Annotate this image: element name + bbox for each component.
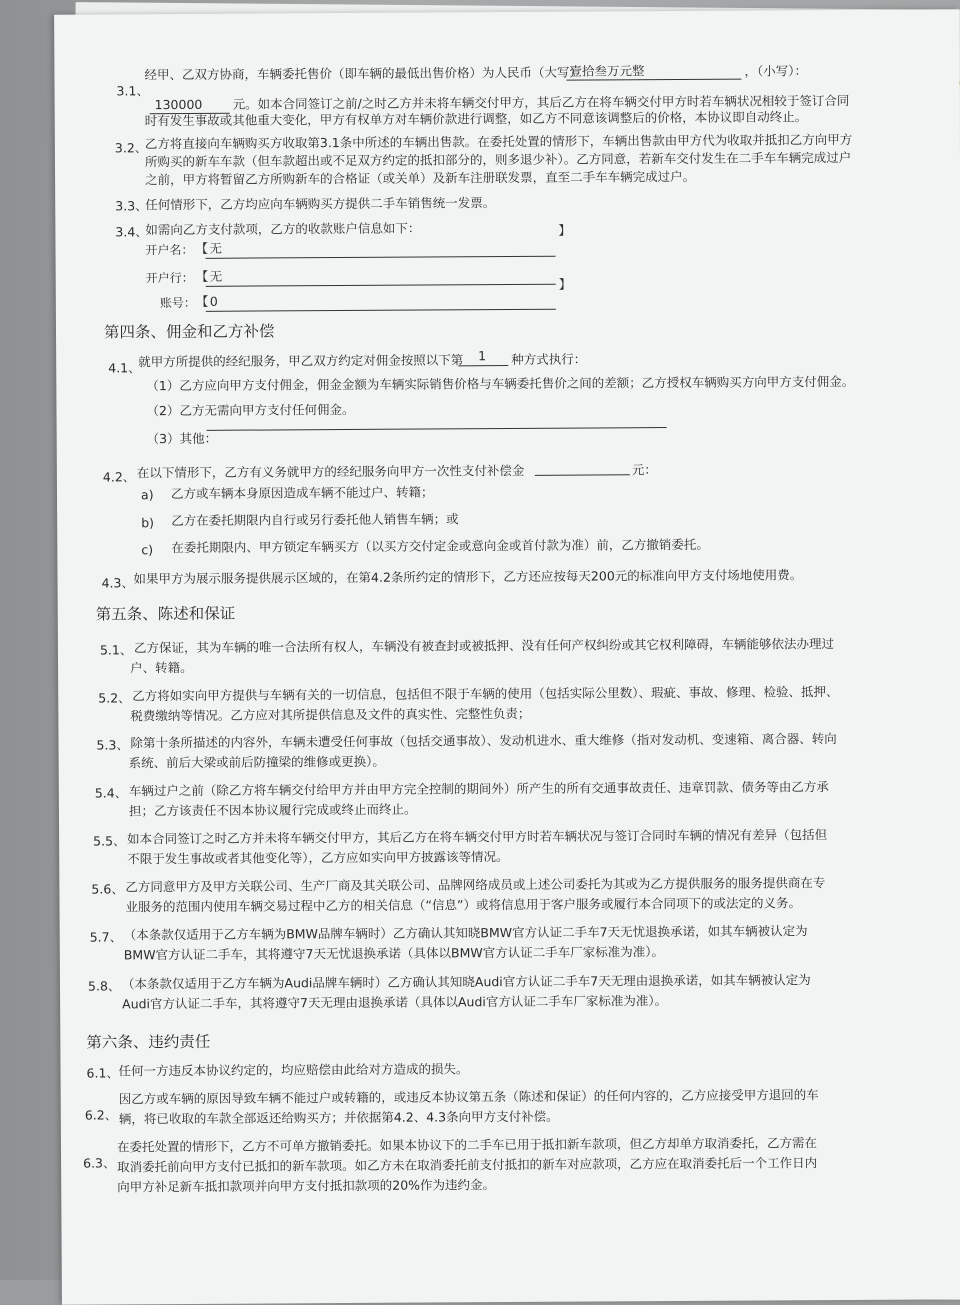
underline [566,79,741,81]
underline [458,365,508,366]
clause-text: 任何一方违反本协议约定的，均应赔偿由此给对方造成的损失。 [118,1061,469,1079]
clause-text: 如需向乙方支付款项，乙方的收款账户信息如下： [145,220,421,238]
clause-text: （本条款仅适用于乙方车辆为BMW品牌车辆时）乙方确认其知晓BMW官方认证二手车7天无忧退换承诺，如其车辆被认定为 [123,923,808,943]
article-heading: 第六条、违约责任 [86,1032,211,1052]
clause-number: 5.4、 [94,785,128,801]
clause-text: 税费缴纳等情况。乙方应对其所提供信息及文件的真实性、完整性负责； [130,705,531,724]
clause-text: 任何情形下，乙方均应向车辆购买方提供二手车销售统一发票。 [145,195,496,213]
clause-text: 乙方同意甲方及甲方关联公司、生产厂商及其关联公司、品牌网络成员或上述公司委托为其或为乙方提供服务的服务提供商在专 [125,875,826,895]
bracket: 【 [195,268,209,284]
clause-number: 5.7、 [89,929,123,945]
clause-text: 除第十条所描述的内容外，车辆未遭受任何事故（包括交通事故）、发动机进水、重大维修（指对发动机、变速箱、离合器、转向 [130,731,837,751]
clause-number: 5.1、 [99,642,133,658]
account-number-label: 账号： [159,295,196,311]
underline [535,474,630,476]
clause-number: 3.3、 [115,198,148,214]
underline [207,427,667,431]
underline [206,256,556,259]
item-text: 在委托期限内、甲方锁定车辆买方（以买方交付定金或意向金或首付款为准）前，乙方撤销委托。 [171,536,709,556]
clause-text: 取消委托前向甲方支付已抵扣的新车款项。如乙方未在取消委托前支付抵扣的新车对应款项，乙方应在取消委托后一个工作日内 [117,1155,818,1175]
clause-number: 5.2、 [98,690,131,706]
price-in-figures: 130000 [154,96,203,113]
clause-text: 系统、前后大梁或前后防撞梁的维修或更换）。 [128,753,385,771]
clause-text: 元： [631,462,657,478]
clause-text: 时有发生事故或其他重大变化，甲方有权单方对车辆价款进行调整，如乙方不同意该调整后的价格，本协议即自动终止。 [144,109,808,129]
clause-text: 之前，甲方将暂留乙方所购新车的合格证（或关单）及新车注册联发票，直至二手车车辆完成过户。 [145,168,696,188]
clause-text: BMW官方认证二手车，其将遵守7天无忧退换承诺（具体以BMW官方认证二手车厂家标准为准）。 [123,944,665,963]
clause-text: 担；乙方该责任不因本协议履行完成或终止而终止。 [128,801,417,819]
clause-text: 辆，将已收取的车款全部返还给购买方；并依据第4.2、4.3条向甲方支付补偿。 [118,1108,559,1127]
clause-text: 业服务的范围内使用车辆交易过程中乙方的相关信息（“信息”）或将信息用于客户服务或履行本合同项下的或法定的义务。 [125,895,802,915]
clause-number: 3.4、 [115,224,148,240]
clause-text: 就甲方所提供的经纪服务，甲乙双方约定对佣金按照以下第 [138,352,464,370]
underline [206,309,556,312]
clause-number: 5.5、 [93,833,126,849]
clause-text: 因乙方或车辆的原因导致车辆不能过户或转籍的，或违反本协议第五条（陈述和保证）的任何内容的，乙方应接受甲方退回的车 [118,1087,819,1107]
item-marker: c) [141,542,154,558]
clause-text: 元。如本合同签订之前/之时乙方并未将车辆交付甲方，其后乙方在将车辆交付甲方时若车辆状况相较于签订合同 [232,92,850,112]
account-name-value: 无 [209,240,223,256]
clause-number: 6.2、 [84,1107,118,1123]
clause-number: 3.2、 [114,140,148,156]
option-text: （1）乙方应向甲方支付佣金，佣金金额为车辆实际销售价格与车辆委托售价之间的差额；乙方授权车辆购买方向甲方支付佣金。 [146,373,855,394]
clause-text: 乙方将直接向车辆购买方收取第3.1条中所述的车辆出售款。在委托处置的情形下，车辆出售款由甲方代为收取并抵扣乙方向甲方 [144,131,853,152]
item-text: 乙方在委托期限内自行或另行委托他人销售车辆；或 [171,511,459,529]
bracket: 】 [558,222,571,238]
item-marker: a) [140,487,154,503]
item-marker: b) [141,515,155,531]
clause-text: 乙方将如实向甲方提供与车辆有关的一切信息，包括但不限于车辆的使用（包括实际公里数）、瑕疵、事故、修理、检验、抵押、 [132,683,839,704]
item-text: 乙方或车辆本身原因造成车辆不能过户、转籍； [170,484,434,502]
clause-text: 在以下情形下，乙方有义务就甲方的经纪服务向甲方一次性支付补偿金 [136,462,525,481]
clause-number: 4.2、 [102,469,136,485]
clause-text: 车辆过户之前（除乙方将车辆交付给甲方并由甲方完全控制的期间外）所产生的所有交通事故责任、违章罚款、债务等由乙方承 [128,779,829,799]
bank-label: 开户行： [145,270,194,286]
clause-number: 4.3、 [101,575,134,591]
clause-number: 5.6、 [91,881,124,897]
clause-number: 6.3、 [83,1155,116,1171]
article-heading: 第五条、陈述和保证 [95,604,236,624]
clause-text: 在委托处置的情形下，乙方不可单方撤销委托。如果本协议下的二手车已用于抵扣新车款项，但乙方却单方取消委托，乙方需在 [116,1135,818,1155]
bracket: 【 [195,293,209,309]
clause-text: （本条款仅适用于乙方车辆为Audi品牌车辆时）乙方确认其知晓Audi官方认证二手车7天无理由退换承诺，如其车辆被认定为 [121,972,811,992]
account-number-value: 0 [209,293,218,309]
clause-text: 向甲方补足新车抵扣款项并向甲方支付抵扣款项的20%作为违约金。 [117,1177,496,1195]
clause-text: ，（小写）： [744,63,807,79]
clause-text: 如本合同签订之时乙方并未将车辆交付甲方，其后乙方在将车辆交付甲方时若车辆状况与签订合同时车辆的情况有差异（包括但 [127,827,828,847]
bracket: 】 [558,276,572,292]
price-in-words: 壹拾叁万元整 [569,63,645,79]
clause-number: 5.3、 [96,737,129,753]
clause-text: 经甲、乙双方协商，车辆委托售价（即车辆的最低出售价格）为人民币（大写） [144,64,582,83]
bank-value: 无 [209,268,223,284]
option-text: （2）乙方无需向甲方支付任何佣金。 [146,401,355,419]
clause-text: 户、转籍。 [130,659,193,676]
clause-text: Audi官方认证二手车，其将遵守7天无理由退换承诺（具体以Audi官方认证二手车厂家标准为准）。 [122,993,668,1012]
clause-number: 5.8、 [87,978,121,994]
clause-text: 不限于发生事故或者其他变化等），乙方应如实向甲方披露该等情况。 [127,849,509,867]
clause-text: 乙方保证，其为车辆的唯一合法所有权人，车辆没有被查封或被抵押、没有任何产权纠纷或其它权利障碍，车辆能够依法办理过 [133,636,834,656]
clause-text: 种方式执行： [511,351,587,367]
clause-text: 如果甲方为展示服务提供展示区域的，在第4.2条所约定的情形下，乙方还应按每天200元的标准向甲方支付场地使用费。 [133,567,803,587]
bracket: 【 [195,240,209,256]
clause-text: 所购买的新车车款（但车款超出或不足双方约定的抵扣部分的，则多退少补）。乙方同意，若新车交付发生在二手车车辆完成过户 [144,149,852,170]
underline [206,284,556,287]
clause-number: 3.1、 [116,83,149,99]
commission-option-choice: 1 [478,348,487,364]
contract-page [54,9,960,1305]
account-name-label: 开户名： [145,242,194,258]
clause-number: 4.1、 [108,360,141,376]
article-heading: 第四条、佣金和乙方补偿 [103,322,275,342]
clause-number: 6.1、 [86,1065,119,1081]
option-text: （3）其他： [146,430,218,447]
